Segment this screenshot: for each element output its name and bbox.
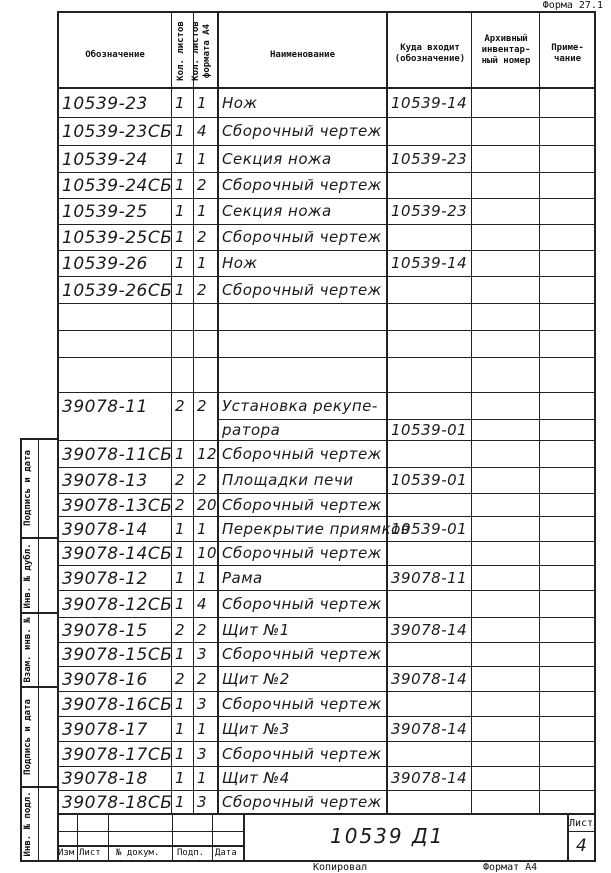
col-line-3 [217,11,219,813]
tb-doc-no: № докум. [116,848,160,858]
cell-sheets-count: 1 [175,544,186,562]
side-sign-date-bottom: Подпись и дата [23,699,33,775]
side-vzam-inv: Взам. инв. № [23,617,33,683]
header-sheets-count: Кол. листов [176,21,186,81]
cell-sheets-count: 1 [175,122,186,140]
row-divider [57,766,596,767]
cell-designation: 39078-12СБ [62,594,173,615]
cell-format-a4: 2 [197,471,208,489]
row-divider [57,276,596,277]
side-inv-podl: Инв. № подл. [23,791,33,857]
cell-name: Сборочный чертеж [222,444,382,463]
cell-designation: 39078-14СБ [62,544,173,564]
cell-format-a4: 1 [197,149,208,168]
cell-where-included: 39078-14 [391,669,468,688]
frame-right [594,11,596,862]
row-divider [57,250,596,251]
side-strip-mid [38,438,39,862]
row-divider [57,642,596,643]
cell-name: Щит №3 [222,719,290,738]
col-line-5 [471,11,472,813]
cell-sheets-count: 1 [175,769,186,787]
cell-sheets-count: 1 [175,792,186,811]
header-format-a4 [191,8,215,94]
cell-sheets-count: 2 [175,495,186,514]
cell-name: Щит №4 [222,769,290,787]
row-divider [57,198,596,199]
cell-sheets-count: 1 [175,719,186,738]
cell-name: Сборочный чертеж [222,594,382,613]
header-designation: Обозначение [85,50,145,60]
cell-sheets-count: 1 [175,176,186,194]
row-divider [57,440,596,441]
tb-col-2 [108,813,109,861]
cell-designation: 10539-25 [62,202,148,222]
col-line-4 [386,11,388,813]
row-divider [57,716,596,717]
cell-designation: 39078-14 [62,519,148,540]
header-archive-number: Архивный инвентар- ный номер [481,34,531,66]
cell-designation: 39078-16СБ [62,694,173,715]
side-strip-left [20,438,22,862]
row-divider [57,516,596,517]
cell-sheets-count: 1 [175,744,186,763]
cell-sheets-count: 2 [175,669,186,688]
tb-list: Лист [79,848,101,858]
row-divider [57,493,596,494]
cell-where-included: 10539-14 [391,94,468,112]
cell-sheets-count: 1 [175,149,186,168]
tb-sheet-div [567,831,596,832]
row-divider [57,666,596,667]
cell-format-a4: 3 [197,645,208,663]
cell-name: Сборочный чертеж [222,645,382,663]
col-line-6 [539,11,540,813]
cell-name: Рама [222,568,263,587]
title-block-row2 [57,845,243,847]
row-divider [57,145,596,146]
cell-name: Щит №1 [222,620,290,639]
cell-format-a4: 1 [197,719,208,738]
cell-sheets-count: 1 [175,645,186,663]
cell-designation: 39078-17СБ [62,744,173,765]
cell-where-included: 10539-01 [391,471,468,489]
cell-format-a4: 3 [197,792,208,811]
cell-format-a4: 2 [197,280,208,299]
row-divider [57,224,596,225]
cell-designation: 10539-24 [62,149,148,170]
row-divider [57,541,596,542]
cell-name: Сборочный чертеж [222,176,382,194]
cell-format-a4: 1 [197,202,208,220]
cell-name: Сборочный чертеж [222,122,382,140]
row-divider [57,590,596,591]
tb-izm: Изм [58,848,75,858]
cell-format-a4: 12 [197,444,218,463]
cell-format-a4: 1 [197,519,208,538]
cell-format-a4: 4 [197,594,208,613]
cell-sheets-count: 1 [175,519,186,538]
row-divider [57,617,596,618]
cell-name: Сборочный чертеж [222,228,382,246]
tb-podp: Подп. [177,848,205,858]
cell-designation: 39078-18СБ [62,792,173,813]
title-block-row1 [57,831,243,832]
cell-designation: 39078-11 [62,396,148,417]
row-divider [57,392,596,393]
row-divider [57,691,596,692]
cell-sheets-count: 1 [175,202,186,220]
cell-designation: 39078-13СБ [62,495,173,516]
cell-name: Сборочный чертеж [222,280,382,299]
cell-format-a4: 20 [197,495,218,514]
row-divider [57,303,596,304]
cell-where-included: 39078-11 [391,568,468,587]
cell-format-a4: 2 [197,396,208,415]
cell-designation: 39078-13 [62,471,148,491]
cell-designation: 10539-24СБ [62,176,173,196]
cell-sheets-count: 1 [175,280,186,299]
cell-format-a4: 1 [197,94,208,112]
cell-designation: 39078-18 [62,769,148,789]
tb-data: Дата [215,848,237,858]
cell-where-included: 10539-01 [391,519,468,538]
tb-col-4 [212,813,213,861]
tb-col-3 [172,813,173,861]
cell-format-a4: 1 [197,769,208,787]
row-divider [57,117,596,118]
cell-name: Сборочный чертеж [222,744,382,763]
cell-name: Сборочный чертеж [222,495,382,514]
cell-where-included: 39078-14 [391,620,468,639]
cell-where-included: 10539-01 [391,420,468,439]
cell-sheets-count: 1 [175,568,186,587]
cell-designation: 39078-15СБ [62,645,173,665]
cell-name: Сборочный чертеж [222,694,382,713]
cell-designation: 10539-23СБ [62,122,173,142]
cell-format-a4: 1 [197,568,208,587]
header-format-a4-text: Кол. листов формата А4 [191,21,212,81]
row-divider [57,330,596,331]
cell-name: Нож [222,94,258,112]
side-inv-dubl: Инв. № дубл. [23,543,33,609]
row-divider [57,565,596,566]
title-block-top [57,813,596,815]
cell-sheets-count: 2 [175,620,186,639]
cell-sheets-count: 1 [175,254,186,272]
cell-format-a4: 2 [197,620,208,639]
cell-designation: 39078-15 [62,620,148,641]
side-sign-date-top: Подпись и дата [23,450,33,526]
cell-where-included: 10539-23 [391,149,468,168]
row-divider [57,357,596,358]
cell-format-a4: 2 [197,228,208,246]
cell-designation: 10539-25СБ [62,228,173,248]
cell-name: Щит №2 [222,669,290,688]
cell-where-included: 10539-23 [391,202,468,220]
cell-sheets-count: 1 [175,444,186,463]
tb-sheet-number: 4 [576,836,588,856]
cell-where-included: 39078-14 [391,719,468,738]
header-name: Наименование [269,50,336,60]
row-divider [57,790,596,791]
header-note: Приме- чание [551,43,584,64]
footer-copied: Копировал [313,862,368,873]
col-line-2 [193,11,194,813]
cell-designation: 39078-11СБ [62,444,173,465]
cell-sheets-count: 2 [175,471,186,489]
cell-name: Секция ножа [222,149,332,168]
cell-designation: 10539-26СБ [62,280,173,301]
row-divider [57,741,596,742]
header-divider [57,87,596,89]
cell-name: Сборочный чертеж [222,544,382,562]
frame-top [57,11,596,13]
cell-designation: 39078-16 [62,669,148,690]
cell-name: Площадки печи [222,471,354,489]
cell-format-a4: 4 [197,122,208,140]
cell-name: Нож [222,254,258,272]
cell-format-a4: 3 [197,744,208,763]
cell-name: ратора [222,420,281,439]
cell-sheets-count: 1 [175,694,186,713]
cell-sheets-count: 2 [175,396,186,415]
cell-format-a4: 2 [197,669,208,688]
tb-sheet-label: Лист [569,818,594,829]
cell-name: Секция ножа [222,202,332,220]
cell-format-a4: 3 [197,694,208,713]
cell-name: Перекрытие приямков [222,519,411,538]
cell-where-included: 39078-14 [391,769,468,787]
frame-left [57,11,59,862]
cell-designation: 39078-12 [62,568,148,589]
footer-format: Формат А4 [483,862,538,873]
tb-col-1 [77,813,78,861]
cell-where-included: 10539-14 [391,254,468,272]
cell-sheets-count: 1 [175,94,186,112]
tb-col-5 [243,813,245,861]
row-divider [57,467,596,468]
cell-designation: 10539-26 [62,254,148,274]
row-divider [57,172,596,173]
header-where-included: Куда входит (обозначение) [394,43,466,64]
cell-format-a4: 10 [197,544,218,562]
cell-name: Сборочный чертеж [222,792,382,811]
tb-document-code: 10539 Д1 [330,824,445,848]
cell-format-a4: 1 [197,254,208,272]
form-label: Форма 27.1 [542,0,603,11]
cell-designation: 39078-17 [62,719,148,740]
cell-designation: 10539-23 [62,94,148,114]
cell-format-a4: 2 [197,176,208,194]
cell-sheets-count: 1 [175,228,186,246]
cell-name: Установка рекупе- [222,396,378,415]
cell-sheets-count: 1 [175,594,186,613]
